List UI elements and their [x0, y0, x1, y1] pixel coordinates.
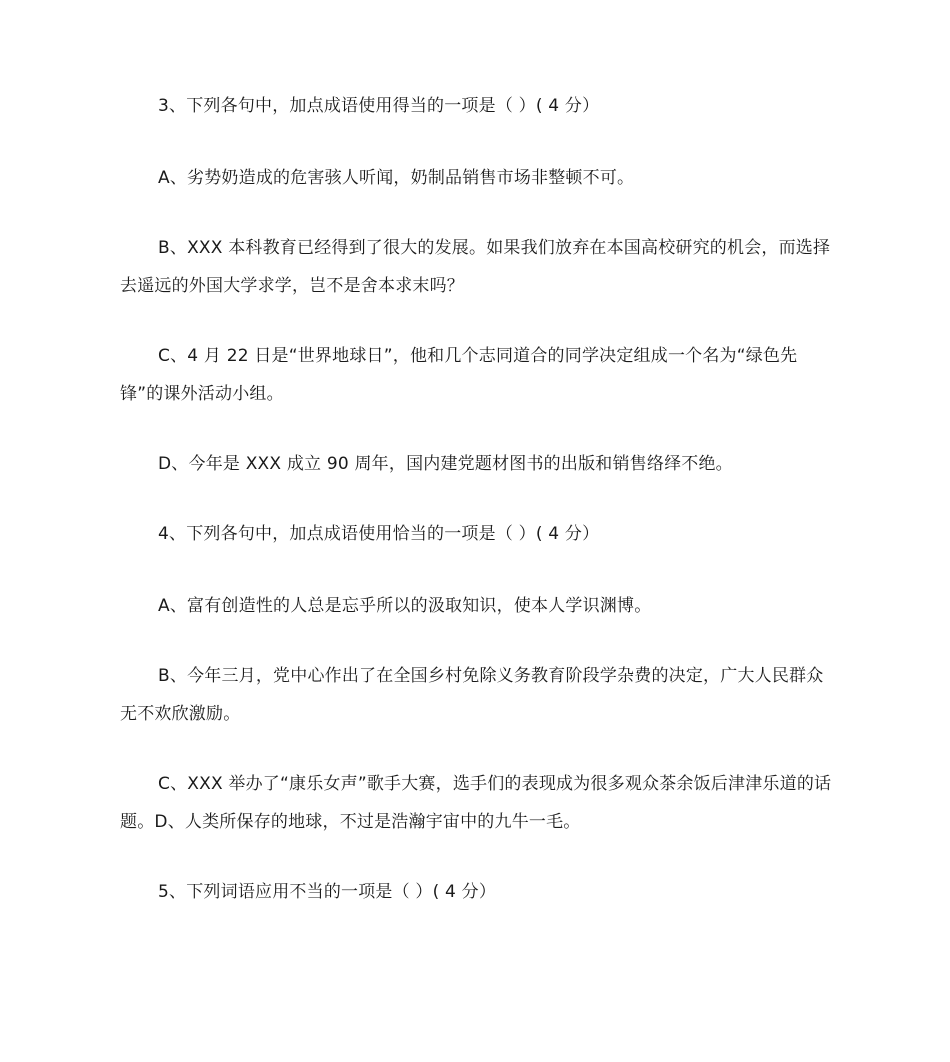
question-3-option-c: C、4 月 22 日是“世界地球日”，他和几个志同道合的同学决定组成一个名为“绿色先锋”的课外活动小组。 — [120, 346, 798, 404]
question-3-option-b: B、XXX 本科教育已经得到了很大的发展。如果我们放弃在本国高校研究的机会，而选择去遥远的外国大学求学，岂不是舍本求末吗？ — [120, 238, 831, 296]
question-3-stem: 3、下列各句中，加点成语使用得当的一项是（ ）( 4 分） — [158, 96, 600, 116]
question-4-option-c-d: C、XXX 举办了“康乐女声”歌手大赛，选手们的表现成为很多观众茶余饭后津津乐道的话题。D、人类所保存的地球，不过是浩瀚宇宙中的九牛一毛。 — [120, 774, 832, 832]
question-3-option-a: A、劣势奶造成的危害骇人听闻，奶制品销售市场非整顿不可。 — [158, 168, 635, 188]
question-4-option-a: A、富有创造性的人总是忘乎所以的汲取知识，使本人学识渊博。 — [158, 596, 652, 616]
question-4-stem: 4、下列各句中，加点成语使用恰当的一项是（ ）( 4 分） — [158, 524, 600, 544]
question-3-option-d: D、今年是 XXX 成立 90 周年，国内建党题材图书的出版和销售络绎不绝。 — [158, 454, 733, 474]
question-4-option-b: B、今年三月，党中心作出了在全国乡村免除义务教育阶段学杂费的决定，广大人民群众无不欢欣激励。 — [120, 666, 824, 724]
question-5-stem: 5、下列词语应用不当的一项是（ ）( 4 分） — [158, 882, 497, 902]
